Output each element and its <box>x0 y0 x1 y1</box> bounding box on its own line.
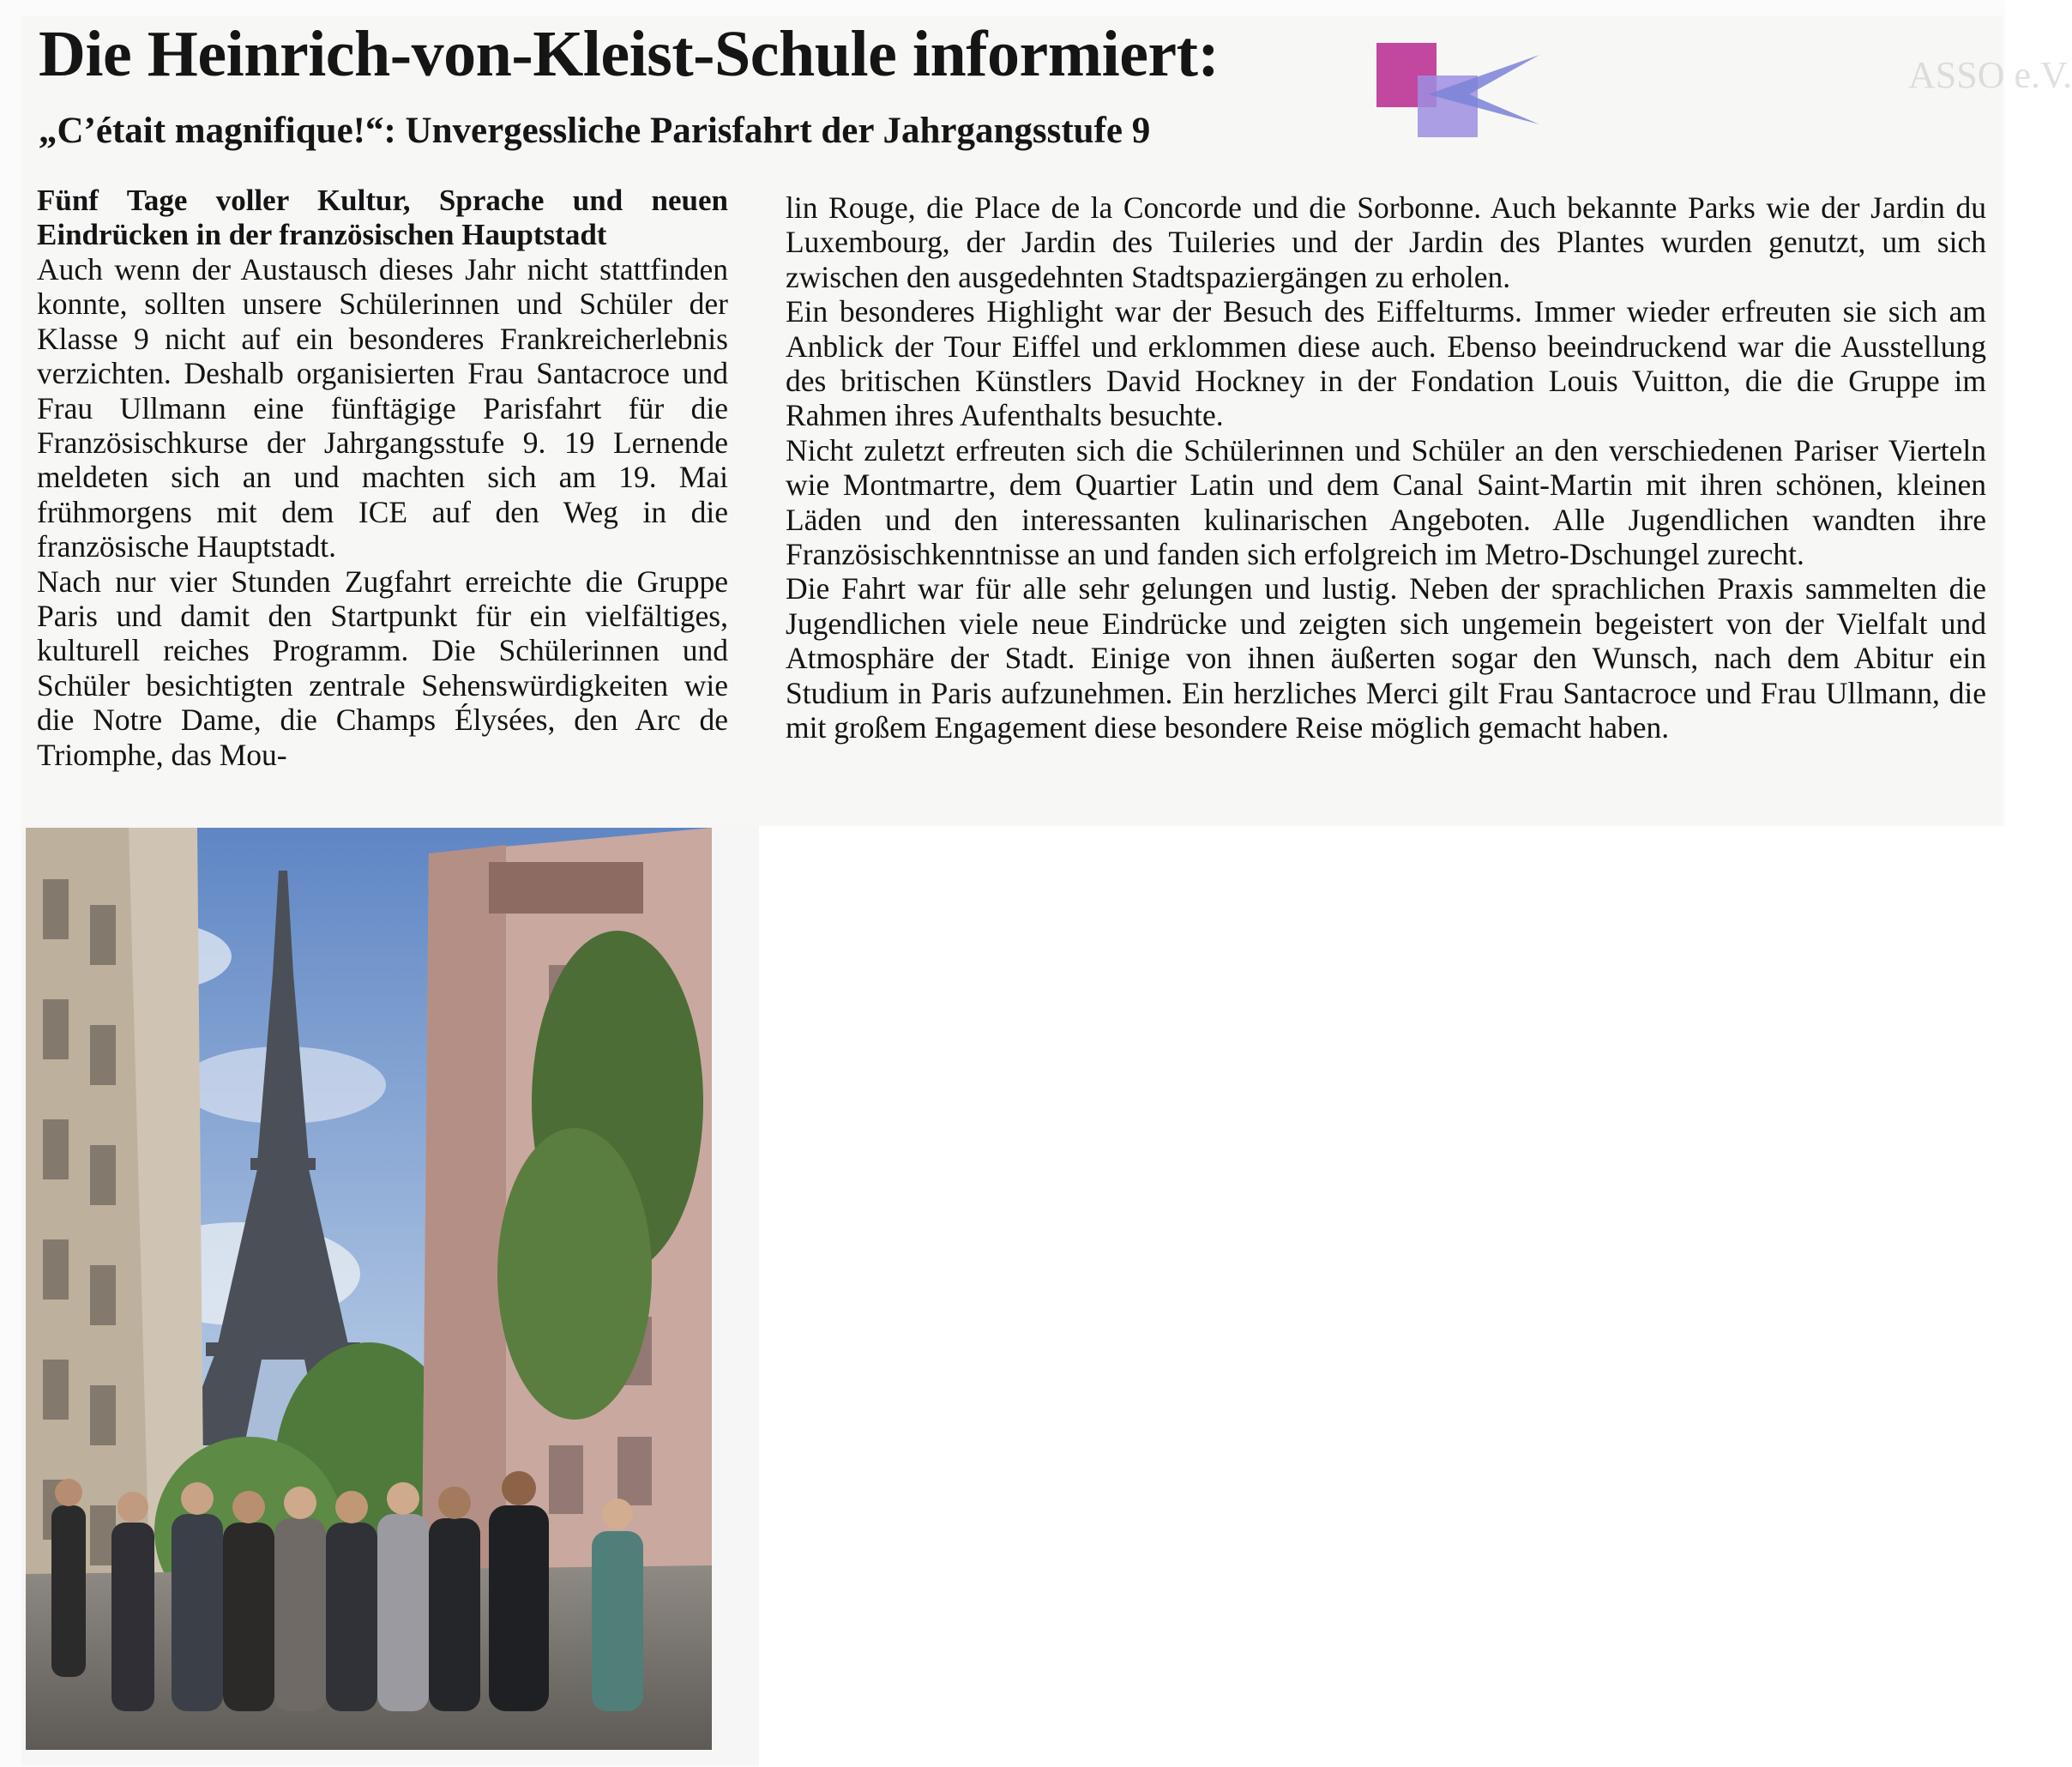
article-deck: Fünf Tage voller Kultur, Sprache und neuen Eindrücken in der französischen Hauptstadt <box>37 184 728 251</box>
group-photo-eiffel-tower <box>26 828 712 1750</box>
subheadline: „C’était magnifique!“: Unvergessliche Parisfahrt der Jahrgangsstufe 9 <box>39 111 1151 151</box>
paragraph: Die Fahrt war für alle sehr gelungen und lustig. Neben der sprachlichen Praxis sammelten die Jugendlichen viele neue Eindrücke und zeigten sich ungemein begeistert von der Vielfalt und Atmosphäre der Stadt. Einige von ihnen äußerten sogar den Wunsch, nach dem Abitur ein Studium in Paris aufzunehmen. Ein herzliches Merci gilt Frau Santacroce und Frau Ullmann, die mit großem Engagement diese besondere Reise möglich gemacht haben. <box>786 571 1986 745</box>
paragraph: Nicht zuletzt erfreuten sich die Schülerinnen und Schüler an den verschiedenen Pariser Vierteln wie Montmartre, dem Quartier Latin und dem Canal Saint-Martin mit ihren schönen, kleinen Läden und den interessanten kulinarischen Angeboten. Alle Jugendlichen wandten ihre Französischkenntnisse an und fanden sich erfolgreich im Metro-Dschungel zurecht. <box>786 432 1986 572</box>
article-left-column <box>37 184 728 772</box>
paragraph: Ein besonderes Highlight war der Besuch des Eiffelturms. Immer wieder erfreuten sie sich am Anblick der Tour Eiffel und erklommen diese auch. Ebenso beeindruckend war die Ausstellung des britischen Künstlers David Hockney in der Fondation Louis Vuitton, die die Gruppe im Rahmen ihres Aufenthalts besuchte. <box>786 294 1986 433</box>
show-through-text: ASSO e.V. <box>1908 54 2072 96</box>
blank-area <box>759 826 2005 1767</box>
headline: Die Heinrich-von-Kleist-Schule informiert: <box>39 18 1220 90</box>
school-logo-icon <box>1376 43 1544 142</box>
paragraph: lin Rouge, die Place de la Concorde und die Sorbonne. Auch bekannte Parks wie der Jardin du Luxembourg, der Jardin des Tuileries und der Jardin des Plantes wurden genutzt, um sich zwischen den ausgedehnten Stadtspaziergängen zu erholen. <box>786 190 1986 294</box>
article-right-column <box>786 190 1986 745</box>
paragraph: Auch wenn der Austausch dieses Jahr nicht stattfinden konnte, sollten unsere Schülerinnen und Schüler der Klasse 9 nicht auf ein besonderes Frankreicherlebnis verzichten. Deshalb organisierten Frau Santacroce und Frau Ullmann eine fünftägige Parisfahrt für die Französischkurse der Jahrgangsstufe 9. 19 Lernende meldeten sich an und machten sich am 19. Mai frühmorgens mit dem ICE auf den Weg in die französische Hauptstadt. <box>37 252 728 564</box>
paragraph: Nach nur vier Stunden Zugfahrt erreichte die Gruppe Paris und damit den Startpunkt für ein vielfältiges, kulturell reiches Programm. Die Schülerinnen und Schüler besichtigten zentrale Sehenswürdigkeiten wie die Notre Dame, die Champs Élysées, den Arc de Triomphe, das Mou- <box>37 564 728 772</box>
